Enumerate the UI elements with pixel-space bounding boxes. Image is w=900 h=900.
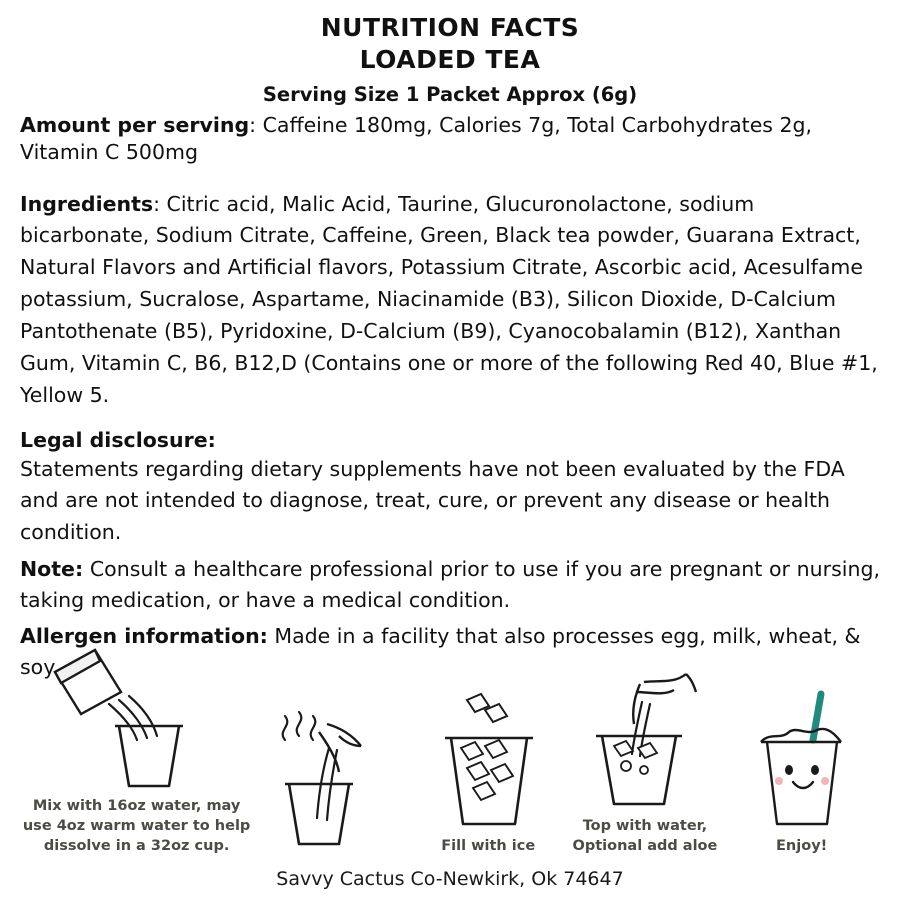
straw xyxy=(813,694,821,740)
preparation-steps xyxy=(20,656,880,856)
ingredients-list: : Citric acid, Malic Acid, Taurine, Glucuronolactone, sodium bicarbonate, Sodium Citrate, Caffeine, Green, Black tea powder, Guarana Extract, Natural Flavors and Artificial flavors, Potassium Citrate, Ascorbic acid, Acesulfame potassium, Sucralose, Aspartame, Niacinamide (B3), Silicon Dioxide, D-Calcium Pantothenate (B5), Pyridoxine, D-Calcium (B9), Cyanocobalamin (B12), Xanthan Gum, Vitamin C, B6, B12,D (Contains one or more of the following Red 40, Blue #1, Yellow 5. xyxy=(20,191,878,408)
step-3-caption: Fill with ice xyxy=(441,838,536,854)
allergen-label: Allergen information: xyxy=(20,624,268,649)
page-title-line1: NUTRITION FACTS xyxy=(320,13,580,42)
note-block xyxy=(20,554,880,616)
step-3 xyxy=(410,682,567,856)
step-4 xyxy=(567,662,724,856)
step-5-caption: Enjoy! xyxy=(776,838,828,854)
ingredients-block xyxy=(20,189,880,413)
step-2 xyxy=(253,702,410,856)
amount-per-serving-value: : Caffeine 180mg, Calories 7g, Total Carbohydrates 2g, Vitamin C 500mg xyxy=(20,113,813,165)
step-1-caption: Mix with 16oz water, may use 4oz warm water to help dissolve in a 32oz cup. xyxy=(22,798,251,854)
amount-per-serving-label: Amount per serving xyxy=(20,113,250,137)
steaming-cup-pour-icon xyxy=(253,702,410,852)
step-4-caption: Top with water, Optional add aloe xyxy=(572,818,718,854)
smiling-cup-with-straw-icon xyxy=(723,682,880,832)
legal-disclosure-heading: Legal disclosure: xyxy=(20,428,216,453)
cup-with-ice-icon xyxy=(410,682,567,832)
cup-top-with-water-icon xyxy=(567,662,724,812)
packet-pour-into-cup-icon xyxy=(20,642,253,792)
footer-company: Savvy Cactus Co-Newkirk, Ok 74647 xyxy=(276,868,624,890)
ingredients-label: Ingredients xyxy=(20,191,154,216)
serving-size: Serving Size 1 Packet Approx (6g) xyxy=(262,83,638,106)
step-5 xyxy=(723,682,880,856)
page-title-line2: LOADED TEA xyxy=(359,45,541,74)
amount-per-serving xyxy=(20,112,880,167)
step-1 xyxy=(20,642,253,856)
note-label: Note: xyxy=(20,556,84,581)
note-text: Consult a healthcare professional prior to use if you are pregnant or nursing, taking medication, or have a medical condition. xyxy=(20,556,880,612)
allergen-text: Made in a facility that also processes egg, milk, wheat, & soy xyxy=(20,624,861,679)
legal-disclosure-body: Statements regarding dietary supplements have not been evaluated by the FDA and are not intended to diagnose, treat, cure, or prevent any disease or health condition. xyxy=(20,457,845,544)
